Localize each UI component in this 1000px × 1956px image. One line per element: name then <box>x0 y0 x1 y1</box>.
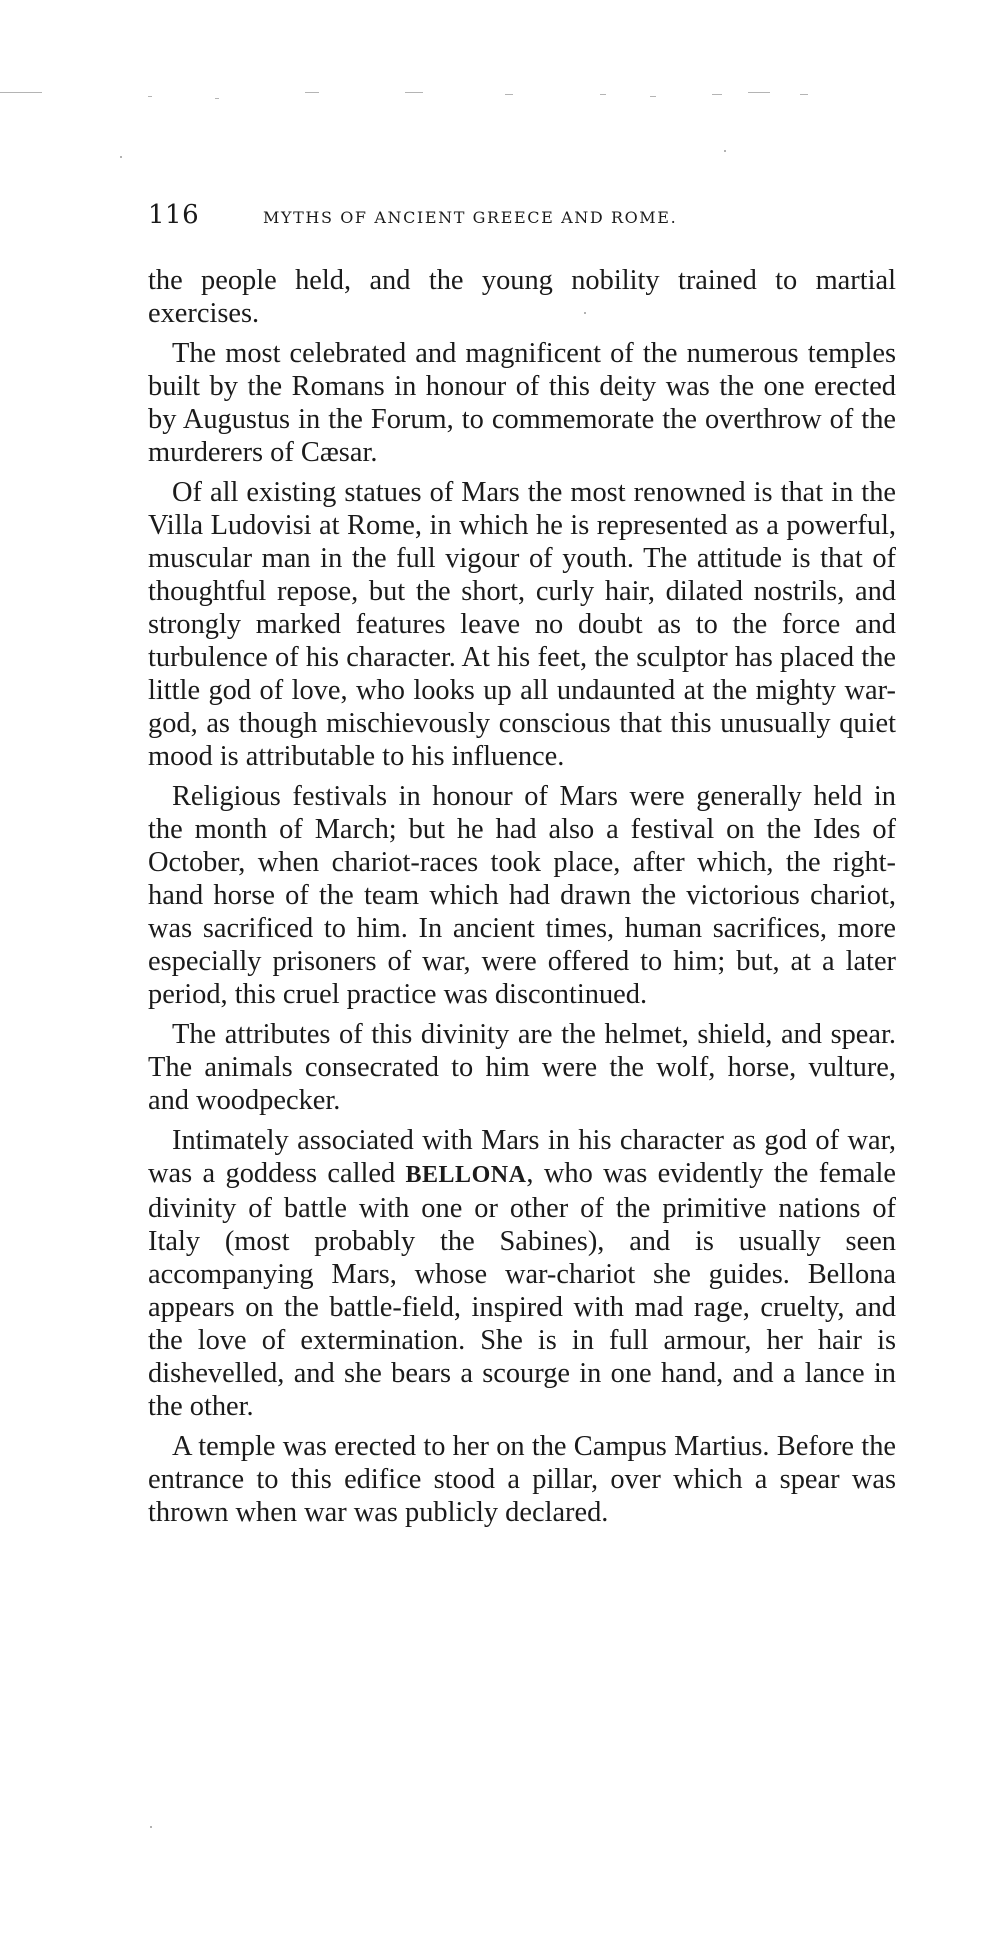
paragraph-festivals: Religious festivals in honour of Mars were generally held in the month of March; but he had also a festival on the Ides of October, when chariot-races took place, after which, the right-hand horse of the team which had drawn the victorious chariot, was sacrificed to him. In ancient times, human sacrifices, more especially prisoners of war, were offered to him; but, at a later period, this cruel practice was discontinued. <box>148 781 896 1010</box>
scan-speck <box>150 1826 152 1828</box>
paragraph-attributes: The attributes of this divinity are the helmet, shield, and spear. The animals consecrated to him were the wolf, horse, vulture, and woodpecker. <box>148 1019 896 1116</box>
paragraph-statues: Of all existing statues of Mars the most renowned is that in the Villa Ludovisi at Rome, in which he is represented as a powerful, muscular man in the full vigour of youth. The attitude is that of thoughtful repose, but the short, curly hair, dilated nostrils, and strongly marked features leave no doubt as to the force and turbulence of his character. At his feet, the sculptor has placed the little god of love, who looks up all undaunted at the mighty war-god, as though mischievously conscious that this unusually quiet mood is attributable to his influence. <box>148 477 896 772</box>
page-number: 116 <box>148 200 200 230</box>
paragraph-bellona-after: , who was evidently the female divinity of battle with one or other of the primitive nations of Italy (most probably the Sabines), and is usually seen accompanying Mars, whose war-chariot she guides. Bellona appears on the battle-field, inspired with mad rage, cruelty, and the love of extermination. She is in full armour, her hair is dishevelled, and she bears a scourge in one hand, and a lance in the other. <box>148 1158 896 1422</box>
scan-speck <box>724 150 726 152</box>
running-head <box>148 200 896 240</box>
scan-speck <box>120 156 122 158</box>
paragraph-bellona <box>148 1124 896 1423</box>
scan-artifact-line <box>0 86 1000 106</box>
body-text <box>148 264 896 1529</box>
running-title: MYTHS OF ANCIENT GREECE AND ROME. <box>263 208 678 227</box>
paragraph-bellona-before: Intimately associated with Mars in his character as god of war, was a goddess called <box>148 1125 896 1189</box>
paragraph-continuation: the people held, and the young nobility trained to martial exercises. <box>148 265 896 329</box>
paragraph-temples: The most celebrated and magnificent of the numerous temples built by the Romans in honour of this deity was the one erected by Augustus in the Forum, to commemorate the overthrow of the murderers of Cæsar. <box>148 338 896 468</box>
book-page <box>148 200 896 1536</box>
bellona-name: BELLONA <box>405 1162 527 1188</box>
paragraph-temple-bellona: A temple was erected to her on the Campus Martius. Before the entrance to this edifice stood a pillar, over which a spear was thrown when war was publicly declared. <box>148 1431 896 1528</box>
